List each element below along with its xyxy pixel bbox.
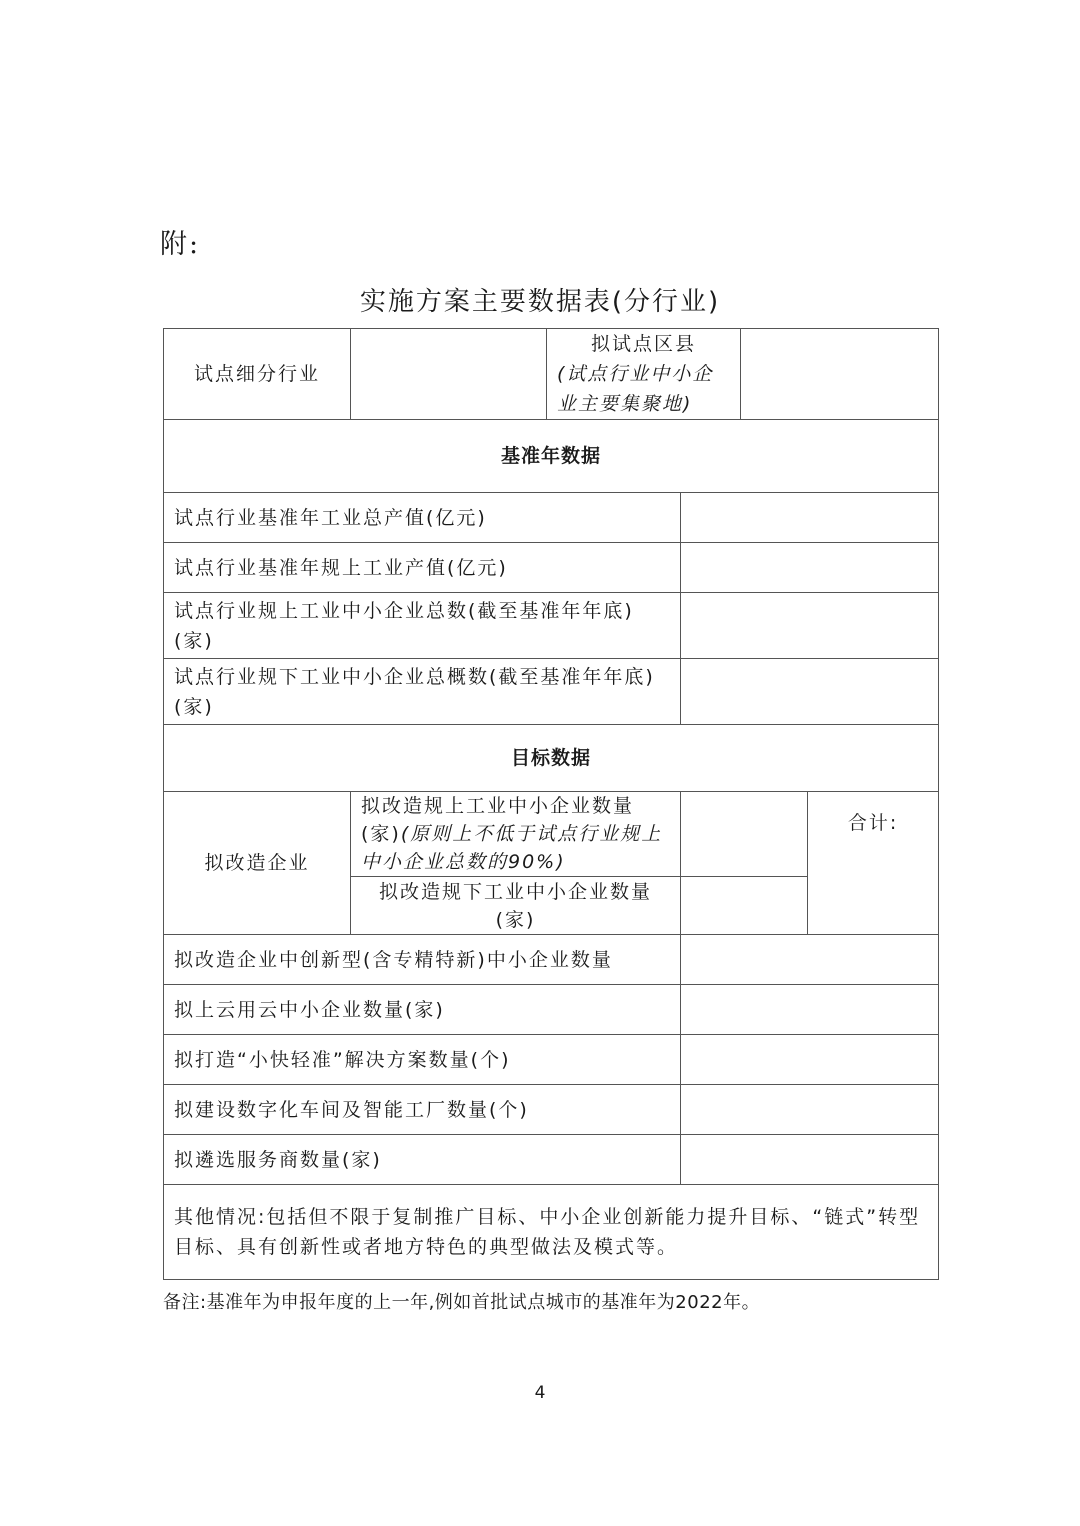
transform-row-above [164, 792, 939, 877]
target-row-label: 拟上云用云中小企业数量(家) [164, 985, 681, 1035]
below-scale-label: 拟改造规下工业中小企业数量(家) [351, 877, 681, 935]
district-value-cell[interactable] [741, 329, 939, 420]
transform-group-label: 拟改造企业 [164, 792, 351, 935]
target-row-label: 拟改造企业中创新型(含专精特新)中小企业数量 [164, 935, 681, 985]
table-row [164, 659, 939, 725]
baseline-row-label: 试点行业规上工业中小企业总数(截至基准年年底)(家) [164, 593, 681, 659]
target-row-label: 拟打造“小快轻准”解决方案数量(个) [164, 1035, 681, 1085]
below-scale-value[interactable] [681, 877, 808, 935]
attachment-label: 附: [160, 229, 201, 260]
baseline-row-label: 试点行业基准年规上工业产值(亿元) [164, 543, 681, 593]
table-row [164, 543, 939, 593]
above-scale-note: (原则上不低于试点行业规上中小企业总数的90%) [361, 823, 663, 873]
table-row [164, 935, 939, 985]
baseline-row-label: 试点行业基准年工业总产值(亿元) [164, 493, 681, 543]
target-row-label: 拟建设数字化车间及智能工厂数量(个) [164, 1085, 681, 1135]
baseline-section-row [164, 420, 939, 493]
data-table [163, 328, 939, 1280]
district-label: 拟试点区县 [591, 333, 697, 355]
target-row-value[interactable] [681, 935, 939, 985]
table-row [164, 1085, 939, 1135]
industry-value-cell[interactable] [351, 329, 547, 420]
baseline-row-value[interactable] [681, 659, 939, 725]
baseline-row-value[interactable] [681, 493, 939, 543]
target-row-label: 拟遴选服务商数量(家) [164, 1135, 681, 1185]
target-row-value[interactable] [681, 1135, 939, 1185]
table-title: 实施方案主要数据表(分行业) [359, 287, 721, 317]
baseline-heading: 基准年数据 [164, 420, 939, 493]
footnote: 备注:基准年为申报年度的上一年,例如首批试点城市的基准年为2022年。 [163, 1292, 761, 1313]
targets-section-row [164, 725, 939, 792]
table-row [164, 1135, 939, 1185]
district-label-cell [547, 329, 741, 420]
table-row [164, 1035, 939, 1085]
targets-heading: 目标数据 [164, 725, 939, 792]
target-row-value[interactable] [681, 985, 939, 1035]
above-scale-label: 拟改造规上工业中小企业数量(家) [361, 795, 635, 845]
baseline-row-label: 试点行业规下工业中小企业总概数(截至基准年年底)(家) [164, 659, 681, 725]
table-row [164, 985, 939, 1035]
target-row-value[interactable] [681, 1085, 939, 1135]
table-row [164, 593, 939, 659]
total-label: 合计: [808, 792, 939, 935]
district-note: (试点行业中小企业主要集聚地) [557, 363, 714, 415]
other-info[interactable]: 其他情况:包括但不限于复制推广目标、中小企业创新能力提升目标、“链式”转型目标、具有创新性或者地方特色的典型做法及模式等。 [164, 1185, 939, 1280]
target-row-value[interactable] [681, 1035, 939, 1085]
header-row [164, 329, 939, 420]
above-scale-value[interactable] [681, 792, 808, 877]
baseline-row-value[interactable] [681, 593, 939, 659]
table-row [164, 493, 939, 543]
industry-label: 试点细分行业 [164, 329, 351, 420]
page-number: 4 [534, 1383, 546, 1403]
other-row [164, 1185, 939, 1280]
above-scale-label-cell [351, 792, 681, 877]
baseline-row-value[interactable] [681, 543, 939, 593]
